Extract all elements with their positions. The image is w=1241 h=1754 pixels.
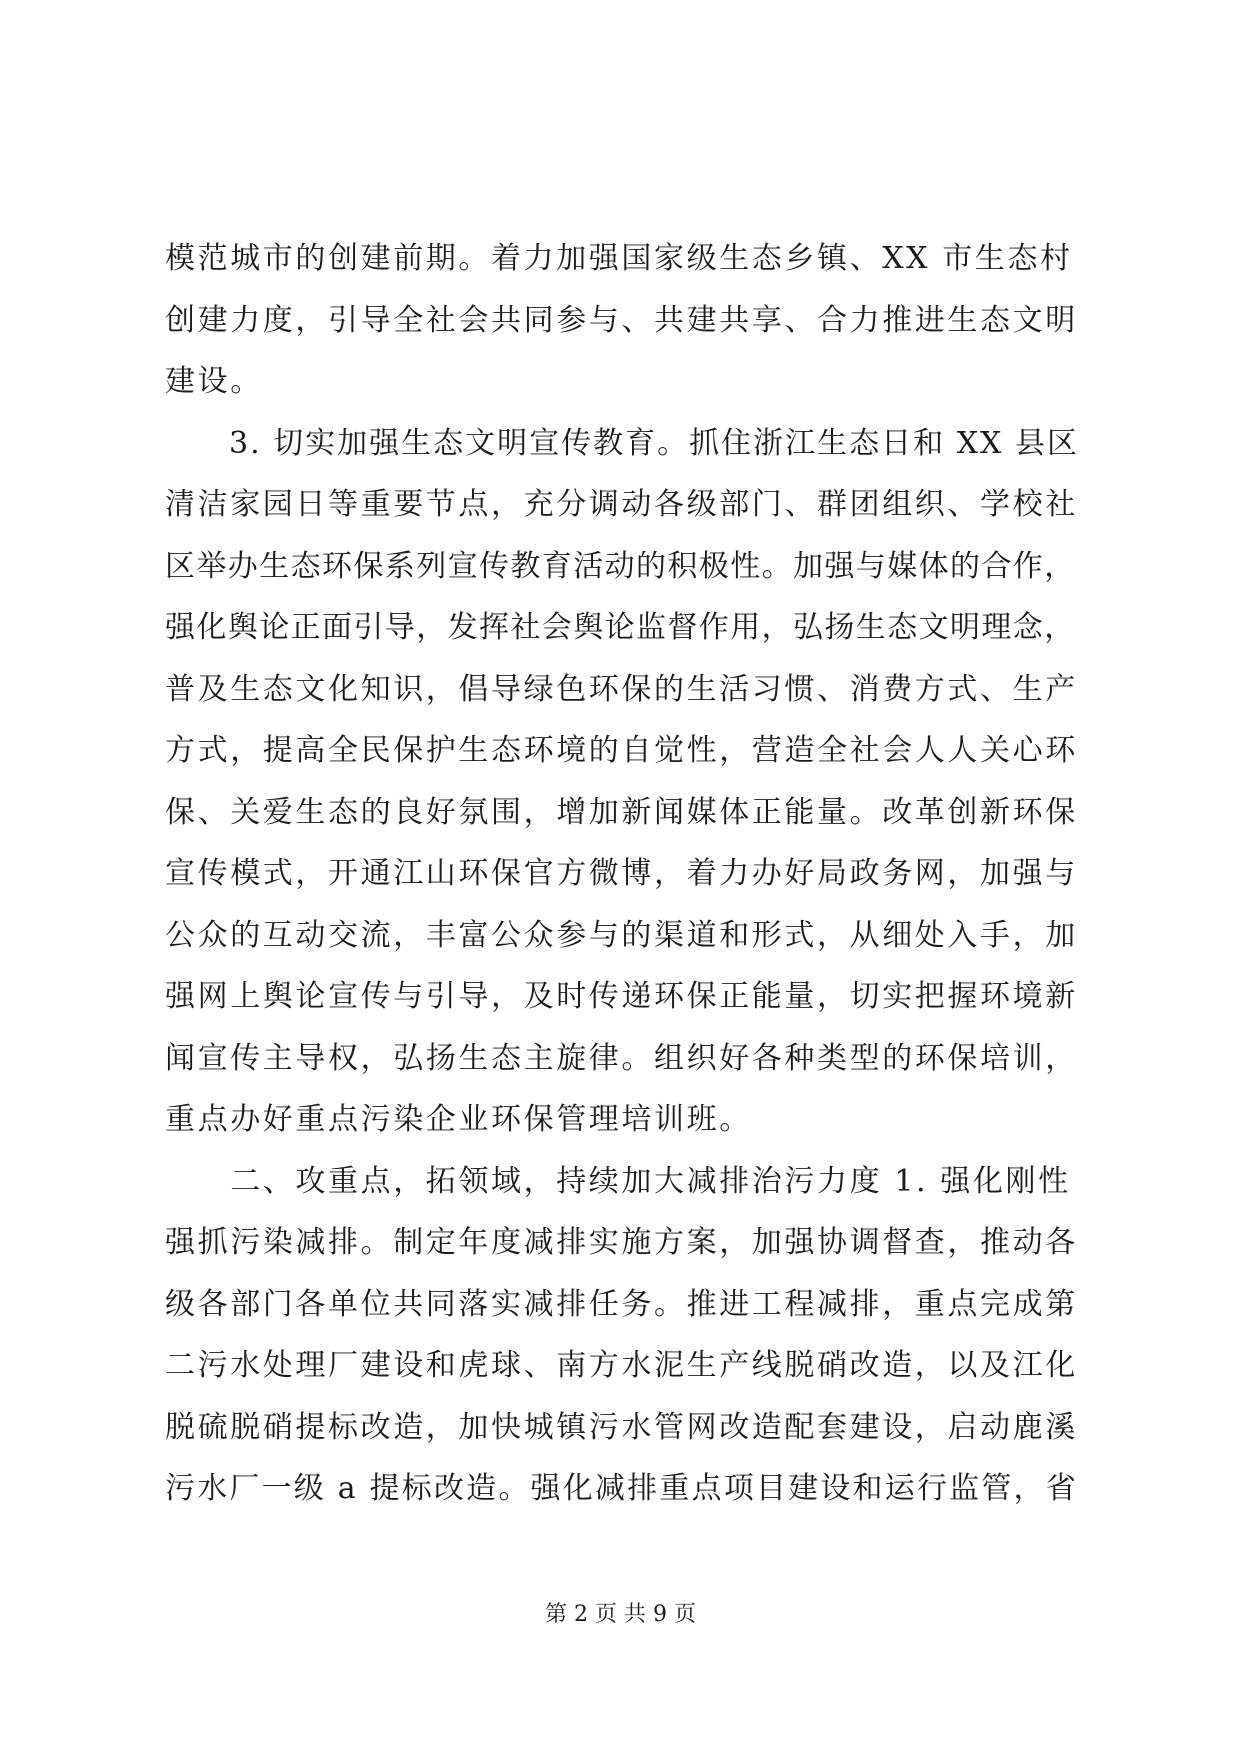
text-line: 方式，提高全民保护生态环境的自觉性，营造全社会人人关心环 xyxy=(165,733,1078,768)
document-body xyxy=(165,228,1080,1520)
text-line: 强抓污染减排。制定年度减排实施方案，加强协调督查，推动各 xyxy=(165,1225,1078,1260)
text-line: 宣传模式，开通江山环保官方微博，着力办好局政务网，加强与 xyxy=(165,856,1078,891)
text-line: 污水厂一级 a 提标改造。强化减排重点项目建设和运行监管，省 xyxy=(165,1471,1078,1506)
text-line: 级各部门各单位共同落实减排任务。推进工程减排，重点完成第 xyxy=(165,1286,1078,1322)
text-line: 二、攻重点，拓领域，持续加大减排治污力度 1. 强化刚性 xyxy=(165,1163,1071,1199)
text-line: 脱硫脱硝提标改造，加快城镇污水管网改造配套建设，启动鹿溪 xyxy=(165,1409,1078,1445)
page-number-footer: 第 2 页 共 9 页 xyxy=(545,1602,696,1627)
text-line: 强化舆论正面引导，发挥社会舆论监督作用，弘扬生态文明理念， xyxy=(165,610,1076,645)
text-line: 创建力度，引导全社会共同参与、共建共享、合力推进生态文明 xyxy=(165,302,1078,338)
text-line: 模范城市的创建前期。着力加强国家级生态乡镇、XX 市生态村 xyxy=(165,241,1073,276)
text-line: 保、关爱生态的良好氛围，增加新闻媒体正能量。改革创新环保 xyxy=(165,794,1078,830)
text-line: 公众的互动交流，丰富公众参与的渠道和形式，从细处入手，加 xyxy=(165,917,1078,953)
text-line: 清洁家园日等重要节点，充分调动各级部门、群团组织、学校社 xyxy=(165,487,1078,522)
text-line: 3. 切实加强生态文明宣传教育。抓住浙江生态日和 XX 县区 xyxy=(165,425,1079,461)
text-line: 区举办生态环保系列宣传教育活动的积极性。加强与媒体的合作， xyxy=(165,548,1076,584)
text-line: 二污水处理厂建设和虎球、南方水泥生产线脱硝改造，以及江化 xyxy=(165,1348,1078,1383)
text-line: 强网上舆论宣传与引导，及时传递环保正能量，切实把握环境新 xyxy=(165,979,1078,1014)
text-line: 重点办好重点污染企业环保管理培训班。 xyxy=(165,1102,752,1137)
text-line: 建设。 xyxy=(165,364,263,399)
text-line: 普及生态文化知识，倡导绿色环保的生活习惯、消费方式、生产 xyxy=(165,671,1078,707)
text-line: 闻宣传主导权，弘扬生态主旋律。组织好各种类型的环保培训， xyxy=(165,1040,1078,1076)
